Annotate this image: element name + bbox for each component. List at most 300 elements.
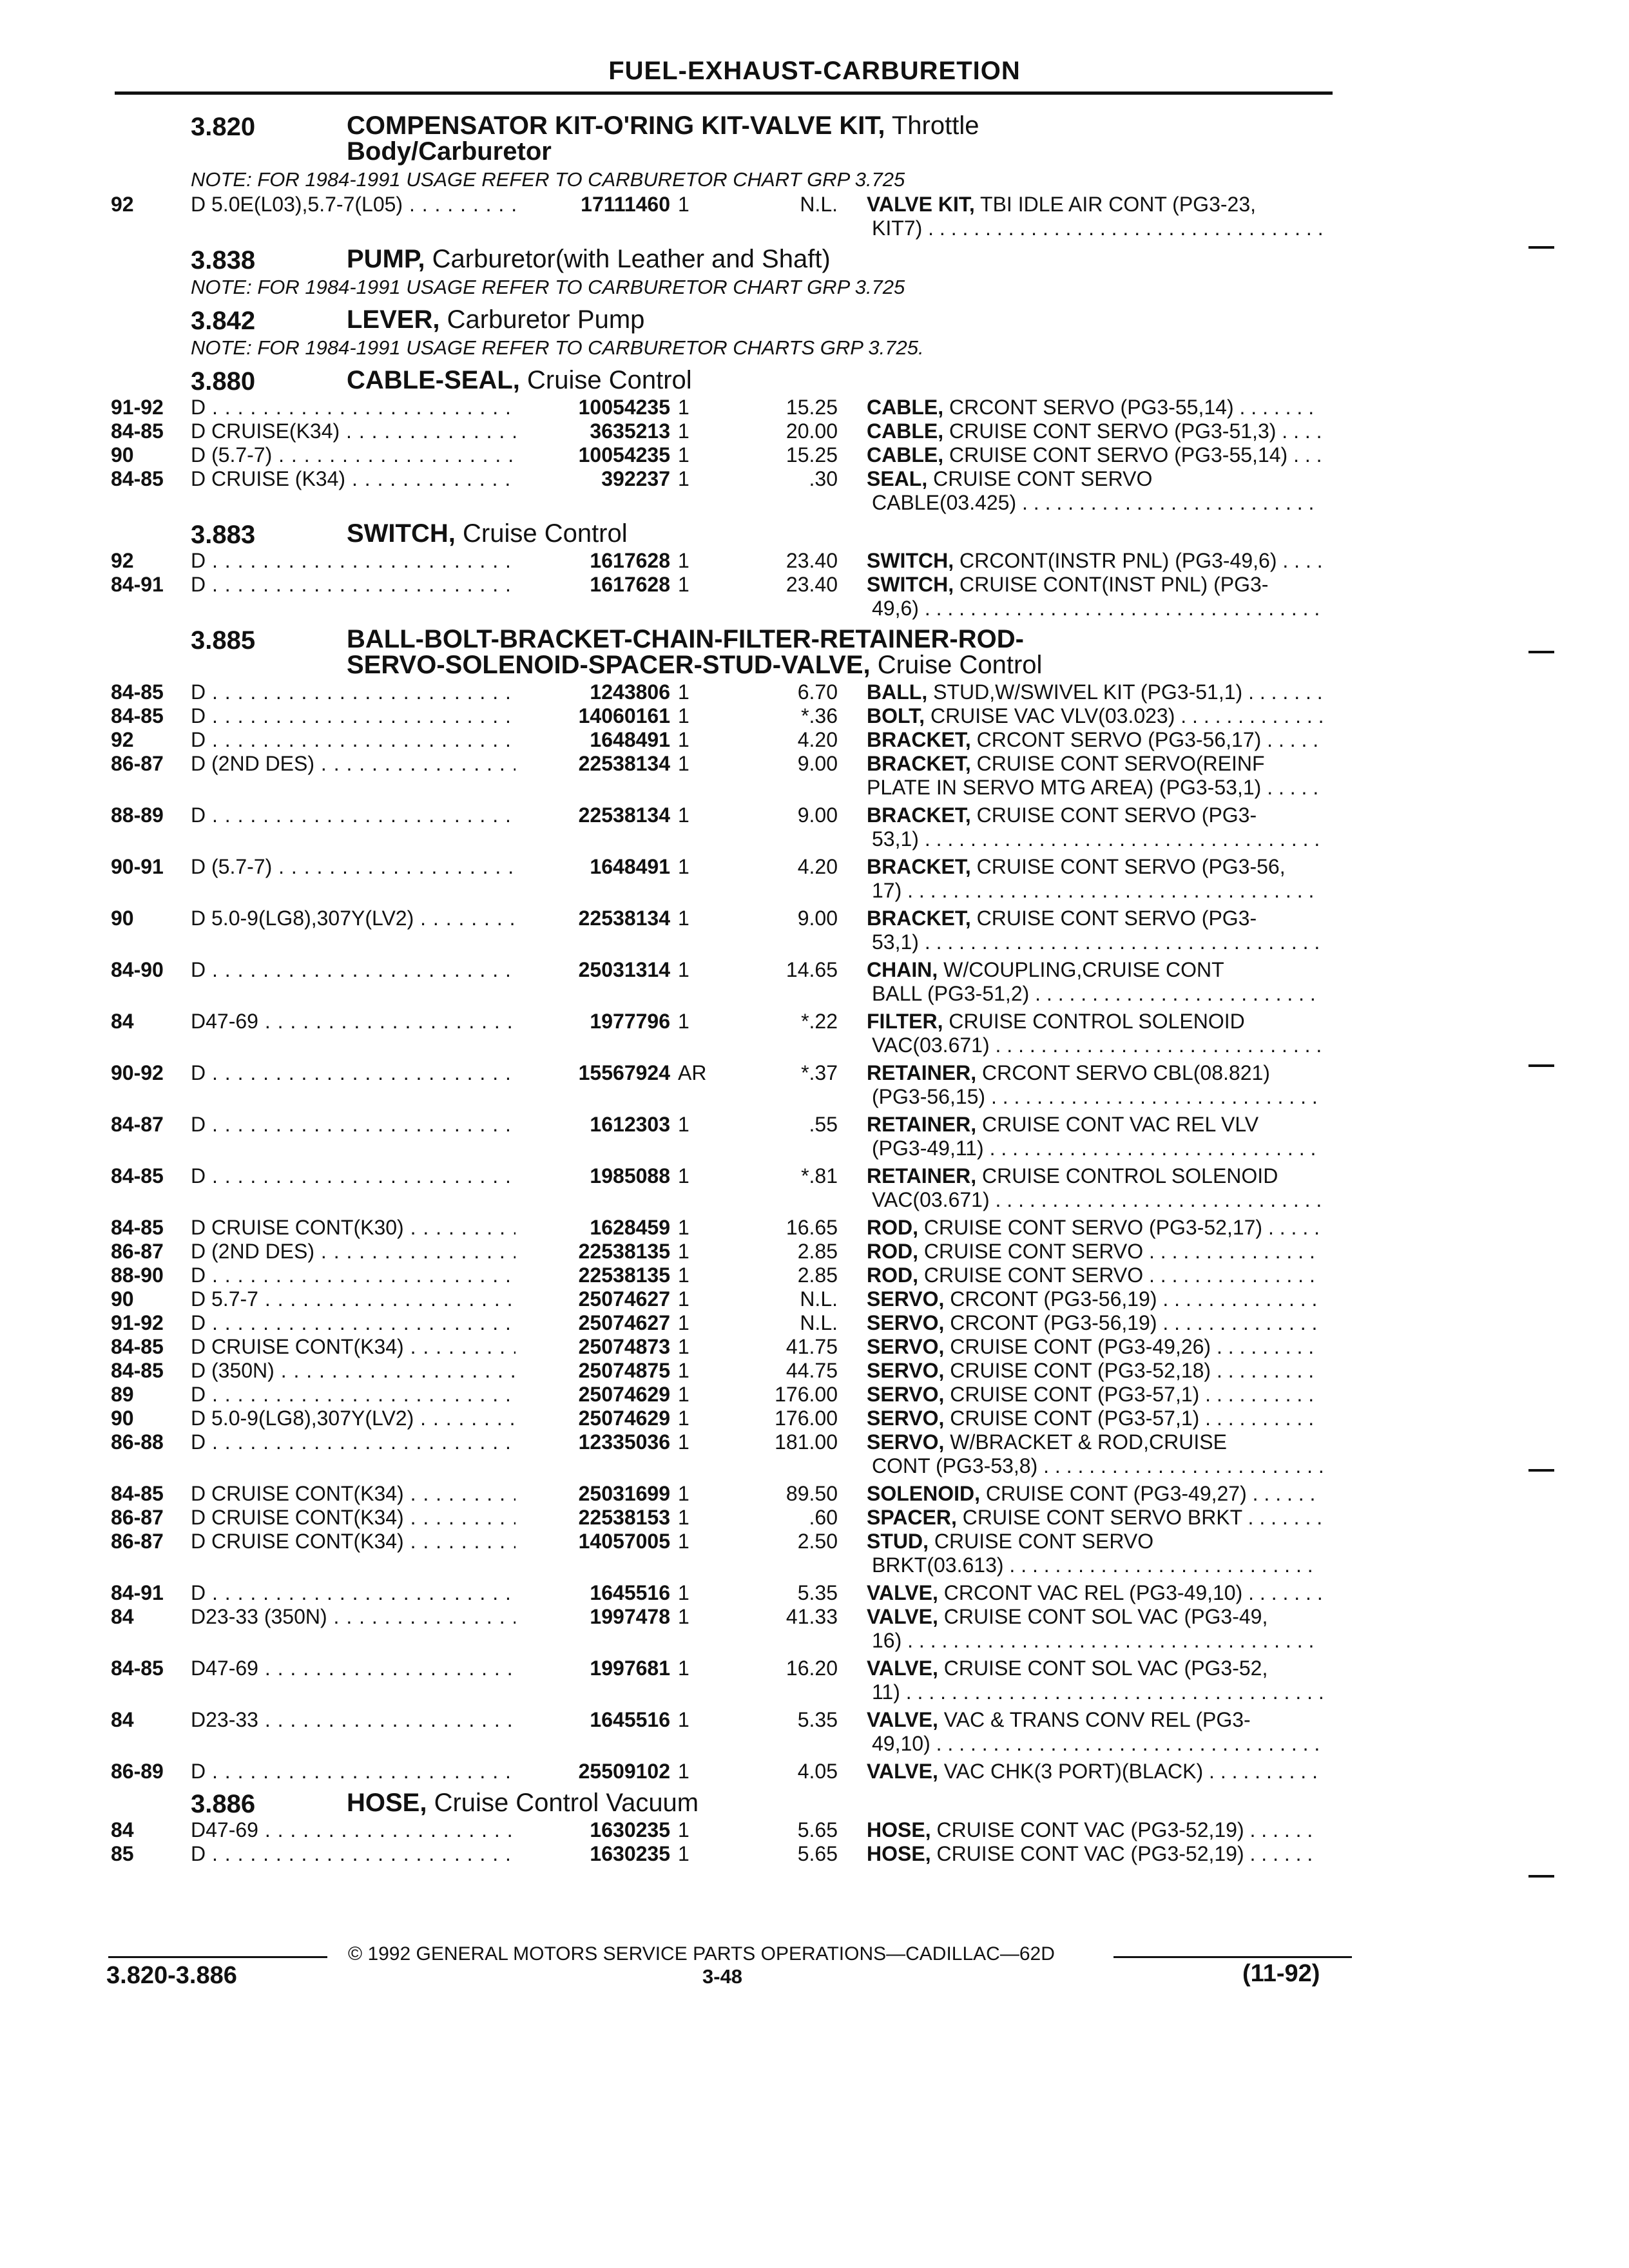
model-years: 90-92 — [111, 1061, 164, 1084]
model-years: 84 — [111, 1605, 134, 1628]
model-years: 88-90 — [111, 1264, 164, 1287]
description-line-2 — [867, 1188, 1324, 1212]
part-name: VALVE, — [867, 1760, 938, 1783]
part-number: 17111460 — [516, 193, 670, 216]
part-detail: CRUISE CONTROL SOLENOID — [943, 1010, 1245, 1033]
part-detail: VAC CHK(3 PORT)(BLACK) — [938, 1760, 1204, 1783]
part-number: 14060161 — [516, 704, 670, 728]
description-line — [867, 1164, 1324, 1188]
part-number: 25031699 — [516, 1482, 670, 1506]
part-name: VALVE, — [867, 1657, 938, 1680]
part-detail-2: KIT7) — [872, 216, 923, 240]
description-line — [867, 680, 1324, 704]
price: 23.40 — [786, 573, 838, 596]
quantity: 1 — [678, 443, 689, 466]
section-title — [347, 307, 1300, 332]
model-years: 84-91 — [111, 1581, 164, 1604]
table-row — [0, 193, 1629, 240]
part-detail-2: 53,1) — [872, 827, 919, 850]
usage-code: D CRUISE CONT(K34) . . . — [191, 1530, 529, 1553]
table-row — [0, 1359, 1629, 1383]
part-number: 3635213 — [516, 419, 670, 443]
table-row — [0, 1164, 1629, 1211]
model-years: 91-92 — [111, 396, 164, 419]
part-description — [867, 1760, 1324, 1783]
description-line-2 — [867, 879, 1324, 903]
description-line — [867, 958, 1324, 982]
price: N.L. — [800, 1287, 838, 1311]
section-title-bold: SWITCH, — [347, 519, 456, 548]
quantity: 1 — [678, 1240, 689, 1263]
part-detail: CRUISE CONT SERVO (PG3-55,14) — [943, 443, 1288, 466]
price: 6.70 — [797, 680, 838, 704]
section-heading — [0, 626, 1629, 680]
description-line-2 — [867, 1033, 1324, 1057]
margin-tick — [1528, 1064, 1554, 1067]
model-years: 88-89 — [111, 803, 164, 827]
table-row — [0, 1287, 1629, 1311]
description-line-2 — [867, 827, 1324, 851]
usage-code: D23-33 (350N) . . . — [191, 1605, 529, 1629]
quantity: 1 — [678, 1311, 689, 1334]
part-name: ROD, — [867, 1240, 918, 1263]
table-row — [0, 1407, 1629, 1430]
section-number: 3.883 — [191, 521, 256, 549]
section-heading — [0, 307, 1629, 335]
part-description — [867, 549, 1324, 573]
section-title-rest: Carburetor Pump — [439, 305, 645, 334]
usage-code: D . . . — [191, 803, 529, 827]
quantity: 1 — [678, 1581, 689, 1604]
part-description — [867, 193, 1324, 240]
description-line — [867, 752, 1324, 776]
table-row — [0, 803, 1629, 850]
model-years: 84 — [111, 1818, 134, 1841]
description-line — [867, 803, 1324, 827]
quantity: 1 — [678, 1287, 689, 1311]
part-description — [867, 704, 1324, 728]
part-detail-2: 49,10) — [872, 1732, 930, 1755]
description-line — [867, 1010, 1324, 1033]
footer-rule-right — [1113, 1956, 1352, 1958]
part-number: 22538134 — [516, 752, 670, 776]
part-detail-2: 49,6) — [872, 597, 919, 620]
part-name: FILTER, — [867, 1010, 943, 1033]
description-line — [867, 1335, 1324, 1359]
price: 2.85 — [797, 1240, 838, 1263]
part-name: CABLE, — [867, 443, 944, 466]
part-detail: VAC & TRANS CONV REL (PG3- — [938, 1708, 1251, 1731]
part-name: HOSE, — [867, 1818, 931, 1841]
description-line — [867, 855, 1324, 879]
quantity: 1 — [678, 1359, 689, 1382]
description-line — [867, 1240, 1324, 1264]
price: 41.75 — [786, 1335, 838, 1358]
description-line — [867, 1383, 1324, 1407]
margin-tick — [1528, 651, 1554, 653]
quantity: 1 — [678, 467, 689, 490]
table-row — [0, 752, 1629, 799]
price: 9.00 — [797, 907, 838, 930]
footer-rule-left — [108, 1956, 327, 1958]
quantity: 1 — [678, 680, 689, 704]
part-detail: CRUISE CONT SOL VAC (PG3-49, — [938, 1605, 1268, 1628]
quantity: 1 — [678, 1383, 689, 1406]
part-detail-2: 53,1) — [872, 930, 919, 954]
part-name: SERVO, — [867, 1430, 945, 1454]
price: *.22 — [801, 1010, 838, 1033]
description-line-2 — [867, 776, 1324, 800]
quantity: 1 — [678, 1657, 689, 1680]
part-number: 1645516 — [516, 1581, 670, 1605]
model-years: 86-87 — [111, 1506, 164, 1529]
part-number: 22538135 — [516, 1240, 670, 1264]
price: 2.85 — [797, 1264, 838, 1287]
section-title-rest: Throttle — [885, 111, 979, 140]
part-number: 10054235 — [516, 443, 670, 467]
part-detail-2: BALL (PG3-51,2) — [872, 982, 1030, 1005]
description-line — [867, 1657, 1324, 1680]
part-name: SERVO, — [867, 1359, 945, 1382]
footer-date: (11-92) — [1242, 1960, 1320, 1987]
table-row — [0, 704, 1629, 728]
part-name: RETAINER, — [867, 1113, 977, 1136]
part-description — [867, 443, 1324, 467]
usage-code: D (5.7-7) . . . — [191, 443, 529, 467]
part-detail: CRCONT (PG3-56,19) — [944, 1311, 1157, 1334]
table-row — [0, 1010, 1629, 1057]
section-title-rest: Cruise Control Vacuum — [427, 1789, 699, 1817]
part-name: ROD, — [867, 1216, 918, 1239]
description-line-2 — [867, 1137, 1324, 1160]
section-number: 3.885 — [191, 626, 256, 655]
section-title-bold: COMPENSATOR KIT-O'RING KIT-VALVE KIT, — [347, 111, 885, 140]
part-detail: CRUISE CONT SOL VAC (PG3-52, — [938, 1657, 1268, 1680]
part-detail: CRUISE CONT SERVO — [918, 1264, 1144, 1287]
description-line — [867, 573, 1324, 597]
price: 16.65 — [786, 1216, 838, 1239]
part-description — [867, 1359, 1324, 1383]
price: 176.00 — [775, 1407, 838, 1430]
description-line — [867, 1061, 1324, 1085]
part-name: VALVE, — [867, 1605, 938, 1628]
description-line-2 — [867, 1085, 1324, 1109]
price: 4.20 — [797, 728, 838, 751]
part-number: 12335036 — [516, 1430, 670, 1454]
part-name: BRACKET, — [867, 752, 971, 775]
quantity: 1 — [678, 958, 689, 981]
part-name: SPACER, — [867, 1506, 957, 1529]
part-number: 1645516 — [516, 1708, 670, 1732]
part-number: 1630235 — [516, 1818, 670, 1842]
description-line — [867, 1605, 1324, 1629]
part-number: 1630235 — [516, 1842, 670, 1866]
description-line — [867, 396, 1324, 419]
usage-code: D 5.0-9(LG8),307Y(LV2) . . . — [191, 907, 529, 930]
part-description — [867, 1335, 1324, 1359]
part-detail: CRUISE CONT (PG3-49,26) — [944, 1335, 1211, 1358]
part-detail: CRUISE CONT VAC (PG3-52,19) — [930, 1842, 1244, 1865]
section-note: NOTE: FOR 1984-1991 USAGE REFER TO CARBURETOR CHART GRP 3.725 — [191, 168, 905, 191]
part-description — [867, 680, 1324, 704]
part-description — [867, 1657, 1324, 1704]
usage-code: D CRUISE CONT(K34) . . . — [191, 1506, 529, 1530]
price: 9.00 — [797, 752, 838, 775]
section-title — [347, 113, 1300, 164]
quantity: 1 — [678, 803, 689, 827]
part-number: 1612303 — [516, 1113, 670, 1137]
table-row — [0, 1240, 1629, 1264]
model-years: 84-85 — [111, 467, 164, 490]
model-years: 86-88 — [111, 1430, 164, 1454]
table-row — [0, 958, 1629, 1005]
price: 41.33 — [786, 1605, 838, 1628]
usage-code: D . . . — [191, 549, 529, 573]
description-line — [867, 907, 1324, 930]
model-years: 86-87 — [111, 1530, 164, 1553]
part-detail-2: (PG3-49,11) — [872, 1137, 984, 1160]
description-line — [867, 728, 1324, 752]
section-title — [347, 1790, 1300, 1816]
price: .55 — [809, 1113, 838, 1136]
part-number: 25074629 — [516, 1383, 670, 1407]
part-detail: CRUISE CONT SERVO (PG3-52,17) — [918, 1216, 1263, 1239]
part-description — [867, 907, 1324, 954]
table-row — [0, 467, 1629, 514]
price: 4.05 — [797, 1760, 838, 1783]
part-detail: CRUISE CONT SERVO — [927, 467, 1153, 490]
quantity: 1 — [678, 1430, 689, 1454]
price: N.L. — [800, 1311, 838, 1334]
quantity: 1 — [678, 704, 689, 727]
part-number: 1977796 — [516, 1010, 670, 1033]
part-number: 1997478 — [516, 1605, 670, 1629]
part-name: BRACKET, — [867, 907, 971, 930]
quantity: 1 — [678, 1113, 689, 1136]
part-detail: CRCONT SERVO CBL(08.821) — [976, 1061, 1270, 1084]
part-number: 22538153 — [516, 1506, 670, 1530]
part-number: 1628459 — [516, 1216, 670, 1240]
usage-code: D CRUISE CONT(K30) . . . — [191, 1216, 529, 1240]
price: 2.50 — [797, 1530, 838, 1553]
part-number: 1243806 — [516, 680, 670, 704]
part-description — [867, 1482, 1324, 1506]
price: 5.65 — [797, 1818, 838, 1841]
part-number: 1985088 — [516, 1164, 670, 1188]
section-title-bold: PUMP, — [347, 245, 425, 273]
usage-code: D (5.7-7) . . . — [191, 855, 529, 879]
quantity: 1 — [678, 1708, 689, 1731]
usage-code: D (2ND DES) . . . — [191, 752, 529, 776]
description-line — [867, 1407, 1324, 1430]
part-detail: CRCONT (PG3-56,19) — [944, 1287, 1157, 1311]
part-name: SERVO, — [867, 1287, 945, 1311]
usage-code: D (350N) . . . — [191, 1359, 529, 1383]
price: 4.20 — [797, 855, 838, 878]
table-row — [0, 1383, 1629, 1407]
usage-code: D . . . — [191, 680, 529, 704]
part-detail: TBI IDLE AIR CONT (PG3-23, — [974, 193, 1256, 216]
table-row — [0, 1842, 1629, 1866]
part-detail: CRCONT SERVO (PG3-55,14) — [943, 396, 1234, 419]
part-detail: CRUISE CONT VAC REL VLV — [976, 1113, 1259, 1136]
description-line — [867, 1818, 1324, 1842]
model-years: 84 — [111, 1708, 134, 1731]
model-years: 92 — [111, 549, 134, 572]
usage-code: D . . . — [191, 1311, 529, 1335]
description-line — [867, 1760, 1324, 1783]
model-years: 84-85 — [111, 1216, 164, 1239]
part-description — [867, 1240, 1324, 1264]
table-row — [0, 1760, 1629, 1783]
usage-code: D . . . — [191, 1113, 529, 1137]
part-name: BRACKET, — [867, 803, 971, 827]
part-number: 1997681 — [516, 1657, 670, 1680]
part-number: 25074873 — [516, 1335, 670, 1359]
quantity: 1 — [678, 752, 689, 775]
usage-code: D . . . — [191, 1430, 529, 1454]
part-description — [867, 1311, 1324, 1335]
part-detail: W/COUPLING,CRUISE CONT — [938, 958, 1224, 981]
table-row — [0, 1506, 1629, 1530]
part-name: CABLE, — [867, 419, 944, 443]
part-detail: CRUISE CONT VAC (PG3-52,19) — [930, 1818, 1244, 1841]
price: 181.00 — [775, 1430, 838, 1454]
quantity: 1 — [678, 1760, 689, 1783]
quantity: 1 — [678, 1407, 689, 1430]
description-line-2 — [867, 216, 1324, 240]
model-years: 84-85 — [111, 1359, 164, 1382]
part-name: SEAL, — [867, 467, 928, 490]
section-number: 3.820 — [191, 113, 256, 141]
part-description — [867, 573, 1324, 620]
price: .60 — [809, 1506, 838, 1529]
part-description — [867, 1010, 1324, 1057]
table-row — [0, 396, 1629, 419]
usage-code: D . . . — [191, 1264, 529, 1287]
section-heading — [0, 367, 1629, 396]
quantity: 1 — [678, 1164, 689, 1187]
part-name: CHAIN, — [867, 958, 938, 981]
part-number: 10054235 — [516, 396, 670, 419]
model-years: 90 — [111, 1287, 134, 1311]
price: 89.50 — [786, 1482, 838, 1505]
description-line-2 — [867, 1454, 1324, 1478]
price: N.L. — [800, 193, 838, 216]
part-description — [867, 1287, 1324, 1311]
part-number: 25509102 — [516, 1760, 670, 1783]
quantity: 1 — [678, 1216, 689, 1239]
part-detail: CRUISE VAC VLV(03.023) — [925, 704, 1175, 727]
part-description — [867, 1216, 1324, 1240]
price: 5.35 — [797, 1581, 838, 1604]
price: *.37 — [801, 1061, 838, 1084]
usage-code: D . . . — [191, 1061, 529, 1085]
description-line — [867, 1311, 1324, 1335]
usage-code: D . . . — [191, 1581, 529, 1605]
part-detail-2: (PG3-56,15) — [872, 1085, 986, 1108]
part-detail: CRUISE CONT SERVO BRKT — [956, 1506, 1242, 1529]
section-title — [347, 521, 1300, 546]
page-title: FUEL-EXHAUST-CARBURETION — [608, 57, 1021, 85]
table-row — [0, 1708, 1629, 1755]
description-line-2 — [867, 982, 1324, 1006]
quantity: AR — [678, 1061, 707, 1084]
part-name: BOLT, — [867, 704, 925, 727]
description-line — [867, 1506, 1324, 1530]
description-line — [867, 1113, 1324, 1137]
model-years: 86-89 — [111, 1760, 164, 1783]
description-line — [867, 1530, 1324, 1553]
price: 44.75 — [786, 1359, 838, 1382]
price: 23.40 — [786, 549, 838, 572]
table-row — [0, 1657, 1629, 1704]
quantity: 1 — [678, 419, 689, 443]
usage-code: D 5.7-7 . . . — [191, 1287, 529, 1311]
description-line-2 — [867, 1732, 1324, 1756]
model-years: 92 — [111, 193, 134, 216]
section-heading — [0, 1790, 1629, 1818]
part-name: ROD, — [867, 1264, 918, 1287]
model-years: 84-87 — [111, 1113, 164, 1136]
table-row — [0, 419, 1629, 443]
description-line-2 — [867, 597, 1324, 620]
description-line — [867, 1842, 1324, 1866]
part-detail: CRUISE CONT SERVO (PG3- — [970, 907, 1257, 930]
model-years: 92 — [111, 728, 134, 751]
section-title-bold: BALL-BOLT-BRACKET-CHAIN-FILTER-RETAINER-ROD- — [347, 625, 1024, 653]
part-description — [867, 752, 1324, 800]
price: 5.35 — [797, 1708, 838, 1731]
quantity: 1 — [678, 193, 689, 216]
part-number: 1617628 — [516, 549, 670, 573]
table-row — [0, 1430, 1629, 1477]
section-heading — [0, 246, 1629, 274]
model-years: 90 — [111, 1407, 134, 1430]
model-years: 84-91 — [111, 573, 164, 596]
margin-tick — [1528, 1469, 1554, 1472]
part-name: RETAINER, — [867, 1061, 977, 1084]
table-row — [0, 1482, 1629, 1506]
part-number: 25074875 — [516, 1359, 670, 1383]
footer-section-range: 3.820-3.886 — [106, 1962, 237, 1989]
section-title-rest: Carburetor(with Leather and Shaft) — [425, 245, 831, 273]
usage-code: D . . . — [191, 1760, 529, 1783]
part-detail: CRUISE CONT(INST PNL) (PG3- — [954, 573, 1269, 596]
model-years: 84 — [111, 1010, 134, 1033]
part-name: SWITCH, — [867, 549, 954, 572]
price: 15.25 — [786, 443, 838, 466]
part-description — [867, 1708, 1324, 1756]
part-detail: CRUISE CONT SERVO (PG3-56, — [970, 855, 1286, 878]
price: *.36 — [801, 704, 838, 727]
part-number: 22538134 — [516, 803, 670, 827]
model-years: 84-85 — [111, 419, 164, 443]
quantity: 1 — [678, 1335, 689, 1358]
section-title-line2-bold: SERVO-SOLENOID-SPACER-STUD-VALVE, — [347, 651, 871, 679]
model-years: 84-85 — [111, 1335, 164, 1358]
price: 16.20 — [786, 1657, 838, 1680]
section-heading — [0, 521, 1629, 549]
usage-code: D47-69 . . . — [191, 1010, 529, 1033]
part-name: VALVE, — [867, 1581, 938, 1604]
part-name: VALVE, — [867, 1708, 938, 1731]
table-row — [0, 1335, 1629, 1359]
part-description — [867, 1407, 1324, 1430]
part-name: BALL, — [867, 680, 928, 704]
quantity: 1 — [678, 1842, 689, 1865]
usage-code: D . . . — [191, 396, 529, 419]
